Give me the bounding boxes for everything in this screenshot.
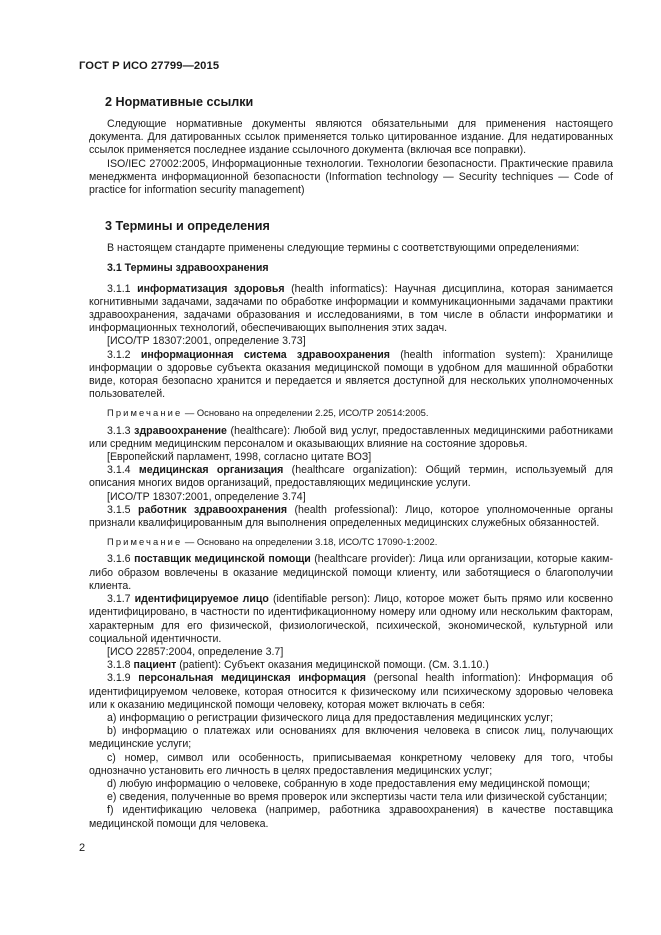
list-item: b) информацию о платежах или основаниях для включения человека в список лиц, получающих медицинские услуги; xyxy=(89,725,613,751)
section-2-heading: 2 Нормативные ссылки xyxy=(105,95,254,109)
term: медицинская организация xyxy=(138,464,284,477)
list-item: d) любую информацию о человеке, собранную в ходе предоставления ему медицинской помощи; xyxy=(107,777,591,790)
term: пациент xyxy=(133,659,177,672)
term: работник здравоохранения xyxy=(138,503,288,516)
source-reference: [Европейский парламент, 1998, согласно цитате ВОЗ] xyxy=(107,451,372,464)
paragraph: Следующие нормативные документы являются обязательными для применения настоящего документа. Для датированных ссылок применяется только цитированное издание. Для недатированных ссылок применяется последнее издание ссылочного документа (включая все поправки). xyxy=(89,118,613,157)
term-definition: 3.1.7 идентифицируемое лицо (identifiable person): Лицо, которое может быть прямо или косвенно идентифицировано, в частности по идентификационному номеру или одному или нескольким факторам, характерным для его физической, физиологической, психической, экономической, культурной или социальной идентичности. xyxy=(89,593,614,645)
term: идентифицируемое лицо xyxy=(134,593,269,606)
reference-item: ISO/IEC 27002:2005, Информационные технологии. Технологии безопасности. Практические правила менеджмента информационной безопасности (Information technology — Security techniques — Code of practice for information security management) xyxy=(89,157,613,197)
subsection-heading: 3.1 Термины здравоохранения xyxy=(107,262,269,275)
source-reference: [ИСО/ТР 18307:2001, определение 3.74] xyxy=(107,490,306,503)
term-definition: 3.1.6 поставщик медицинской помощи (healthcare provider): Лица или организации, которые каким-либо образом вовлечены в оказание медицинской помощи клиенту, или заботящиеся о благополучии клиента. xyxy=(89,553,613,592)
term-definition: 3.1.9 персональная медицинская информация (personal health information): Информация об идентифицируемом человеке, которая относится к физическому или психическому здоровью человека или к оказанию медицинской помощи человеку, которая может включать в себя: xyxy=(89,672,613,711)
term: здравоохранение xyxy=(134,424,227,437)
list-item: a) информацию о регистрации физического лица для предоставления медицинских услуг; xyxy=(107,711,554,724)
term: информационная система здравоохранения xyxy=(140,348,390,361)
term-definition: 3.1.3 здравоохранение (healthcare): Любой вид услуг, предоставленных медицинскими работниками или средним медицинским персоналом и оказывающих влияние на состояние здоровья. xyxy=(89,424,613,450)
source-reference: [ИСО 22857:2004, определение 3.7] xyxy=(107,645,284,658)
note: Примечание — Основано на определении 3.18, ИСО/ТС 17090-1:2002. xyxy=(107,536,438,548)
note: Примечание — Основано на определении 2.25, ИСО/ТР 20514:2005. xyxy=(107,407,429,419)
document-body xyxy=(89,85,613,831)
document-header: ГОСТ Р ИСО 27799—2015 xyxy=(79,60,220,72)
paragraph: В настоящем стандарте применены следующие термины с соответствующими определениями: xyxy=(107,242,580,255)
list-item: e) сведения, полученные во время проверок или экспертизы части тела или физической субстанции; xyxy=(107,791,608,804)
term: персональная медицинская информация xyxy=(138,672,366,685)
term-definition: 3.1.8 пациент (patient): Субъект оказания медицинской помощи. (См. 3.1.10.) xyxy=(107,659,489,672)
section-3-heading: 3 Термины и определения xyxy=(105,219,270,234)
page-number: 2 xyxy=(79,842,86,854)
source-reference: [ИСО/ТР 18307:2001, определение 3.73] xyxy=(107,335,306,348)
term: информатизация здоровья xyxy=(137,282,285,295)
list-item: c) номер, символ или особенность, приписываемая конкретному человеку для того, чтобы однозначно установить его личность в целях предоставления медицинских услуг; xyxy=(89,751,613,777)
term-definition: 3.1.5 работник здравоохранения (health professional): Лицо, которое уполномоченные органы признали квалифицированным для выполнения определенных медицинских служебных обязанностей. xyxy=(89,503,614,530)
term: поставщик медицинской помощи xyxy=(134,553,311,566)
term-definition: 3.1.4 медицинская организация (healthcare organization): Общий термин, используемый для описания многих видов организаций, предоставляющих медицинские услуги. xyxy=(89,464,613,490)
term-definition: 3.1.1 информатизация здоровья (health informatics): Научная дисциплина, которая занимается когнитивными задачами, задачами по обработке информации и коммуникационными задачами практики здравоохранения, задачами образования и исследованиями, в том числе в области информатики и информационных технологий, обеспечивающих выполнения этих задач. xyxy=(89,282,613,335)
term-definition: 3.1.2 информационная система здравоохранения (health information system): Хранилище информации о здоровье субъекта оказания медицинской помощи в удобном для машинной обработки виде, которая безопасно хранится и передается и является доступной для нескольких уполномоченных пользователей. xyxy=(89,348,613,401)
list-item: f) идентификацию человека (например, работника здравоохранения) в качестве поставщика медицинской помощи для человека. xyxy=(89,804,613,830)
